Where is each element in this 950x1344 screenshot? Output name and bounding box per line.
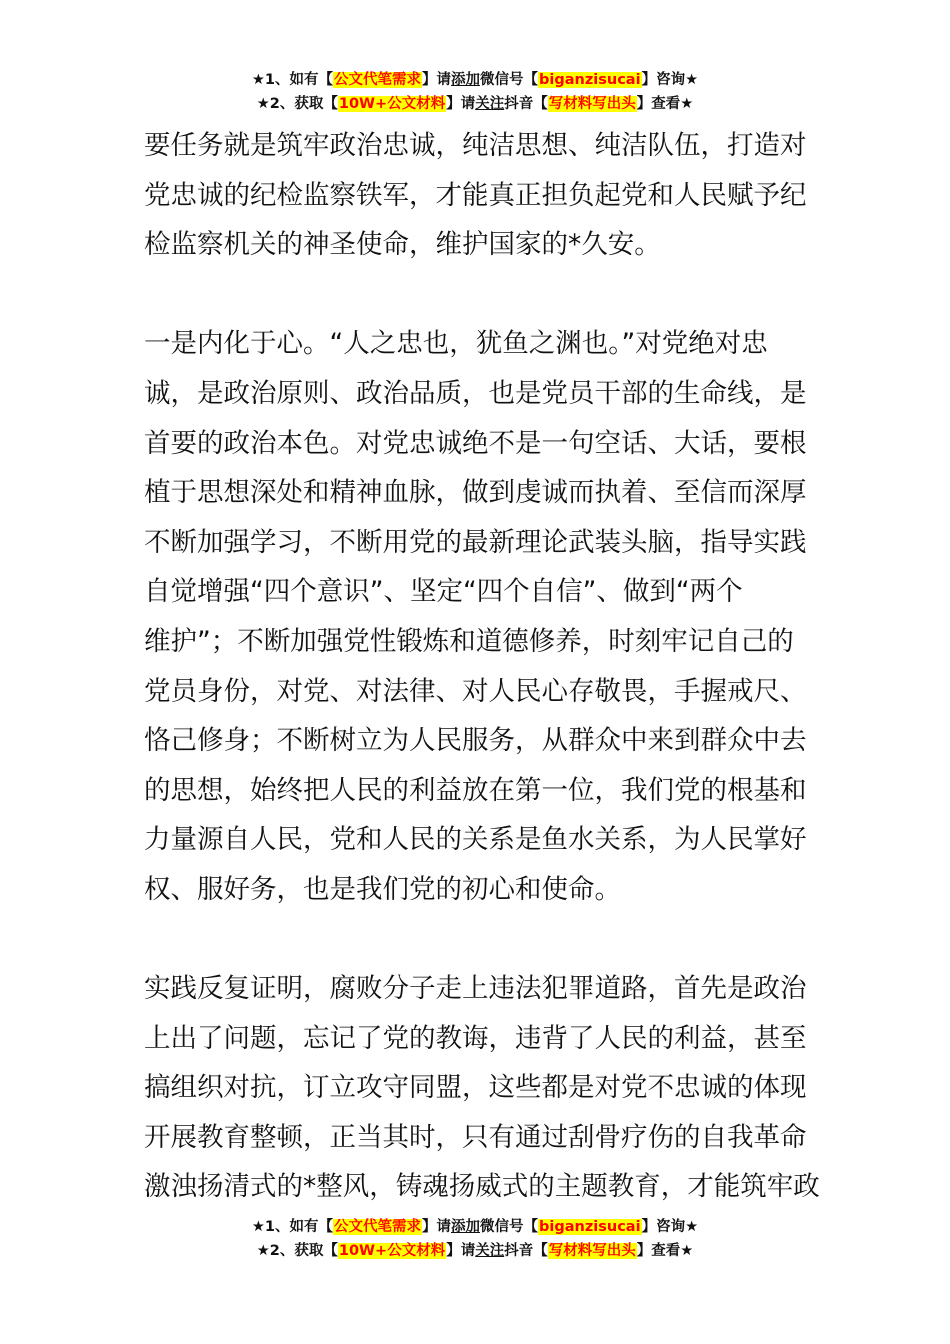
highlight-service-need: 公文代笔需求 [334, 72, 422, 88]
banner-line-2 [0, 1239, 950, 1263]
text-line: 检监察机关的神圣使命，维护国家的*久安。 [144, 229, 661, 261]
text-line: 恪己修身；不断树立为人民服务，从群众中来到群众中去 [144, 725, 807, 757]
text-line: 权、服好务，也是我们党的初心和使命。 [144, 873, 621, 905]
text-line: 不断加强学习，不断用党的最新理论武装头脑，指导实践 [144, 526, 807, 558]
text-line: 诚，是政治原则、政治品质，也是党员干部的生命线，是 [144, 377, 807, 409]
banner-line-1 [0, 1215, 950, 1239]
highlight-douyin-account: 写材料写出头 [548, 1243, 636, 1259]
banner-text: ★2、获取【 [256, 96, 338, 112]
banner-line-1 [0, 68, 950, 92]
banner-line-2 [0, 92, 950, 116]
banner-text: 微信号【 [480, 1219, 539, 1235]
text-line: 上出了问题，忘记了党的教诲，违背了人民的利益，甚至 [144, 1022, 807, 1054]
text-line: 首要的政治本色。对党忠诚绝不是一句空话、大话，要根 [144, 427, 807, 459]
text-line: 的思想，始终把人民的利益放在第一位，我们党的根基和 [144, 774, 807, 806]
header-banner [0, 68, 950, 116]
text-line: 开展教育整顿，正当其时，只有通过刮骨疗伤的自我革命 [144, 1121, 807, 1153]
banner-text: 】查看★ [636, 1243, 694, 1259]
text-line: 党员身份，对党、对法律、对人民心存敬畏，手握戒尺、 [144, 675, 807, 707]
text-line: 维护”；不断加强党性锻炼和道德修养，时刻牢记自己的 [144, 625, 794, 657]
banner-text: 抖音【 [504, 96, 548, 112]
underlined-add: 添加 [451, 1219, 481, 1235]
banner-text: 微信号【 [480, 72, 539, 88]
banner-text: ★2、获取【 [256, 1243, 338, 1259]
underlined-follow: 关注 [475, 1243, 505, 1259]
text-line: 力量源自人民，党和人民的关系是鱼水关系，为人民掌好 [144, 824, 807, 856]
paragraph [144, 121, 814, 270]
banner-text: 】请 [422, 72, 452, 88]
highlight-materials: 10W+公文材料 [338, 1243, 446, 1259]
underlined-add: 添加 [451, 72, 481, 88]
highlight-materials: 10W+公文材料 [338, 96, 446, 112]
paragraph-gap [144, 270, 814, 320]
text-line: 植于思想深处和精神血脉，做到虔诚而执着、至信而深厚 [144, 477, 807, 509]
banner-text: 】请 [422, 1219, 452, 1235]
paragraph [144, 964, 820, 1212]
paragraph-gap [144, 915, 814, 965]
banner-text: ★1、如有【 [251, 1219, 334, 1235]
banner-text: 】请 [446, 96, 476, 112]
text-line: 一是内化于心。“人之忠也，犹鱼之渊也。”对党绝对忠 [144, 328, 768, 360]
highlight-wechat-id: biganzisucai [539, 72, 641, 88]
highlight-douyin-account: 写材料写出头 [548, 96, 636, 112]
footer-banner [0, 1215, 950, 1263]
banner-text: 】查看★ [636, 96, 694, 112]
banner-text: 】咨询★ [641, 72, 699, 88]
paragraph [144, 319, 814, 914]
text-line: 实践反复证明，腐败分子走上违法犯罪道路，首先是政治 [144, 973, 807, 1005]
document-body [144, 121, 820, 1212]
highlight-wechat-id: biganzisucai [539, 1219, 641, 1235]
banner-text: 】请 [446, 1243, 476, 1259]
banner-text: 抖音【 [504, 1243, 548, 1259]
banner-text: 】咨询★ [641, 1219, 699, 1235]
text-line: 搞组织对抗，订立攻守同盟，这些都是对党不忠诚的体现 [144, 1072, 807, 1104]
underlined-follow: 关注 [475, 96, 505, 112]
text-line: 党忠诚的纪检监察铁军，才能真正担负起党和人民赋予纪 [144, 179, 807, 211]
banner-text: ★1、如有【 [251, 72, 334, 88]
highlight-service-need: 公文代笔需求 [334, 1219, 422, 1235]
text-line: 激浊扬清式的*整风，铸魂扬威式的主题教育，才能筑牢政 [144, 1171, 820, 1203]
text-line: 自觉增强“四个意识”、坚定“四个自信”、做到“两个 [144, 576, 743, 608]
text-line: 要任务就是筑牢政治忠诚，纯洁思想、纯洁队伍，打造对 [144, 130, 807, 161]
